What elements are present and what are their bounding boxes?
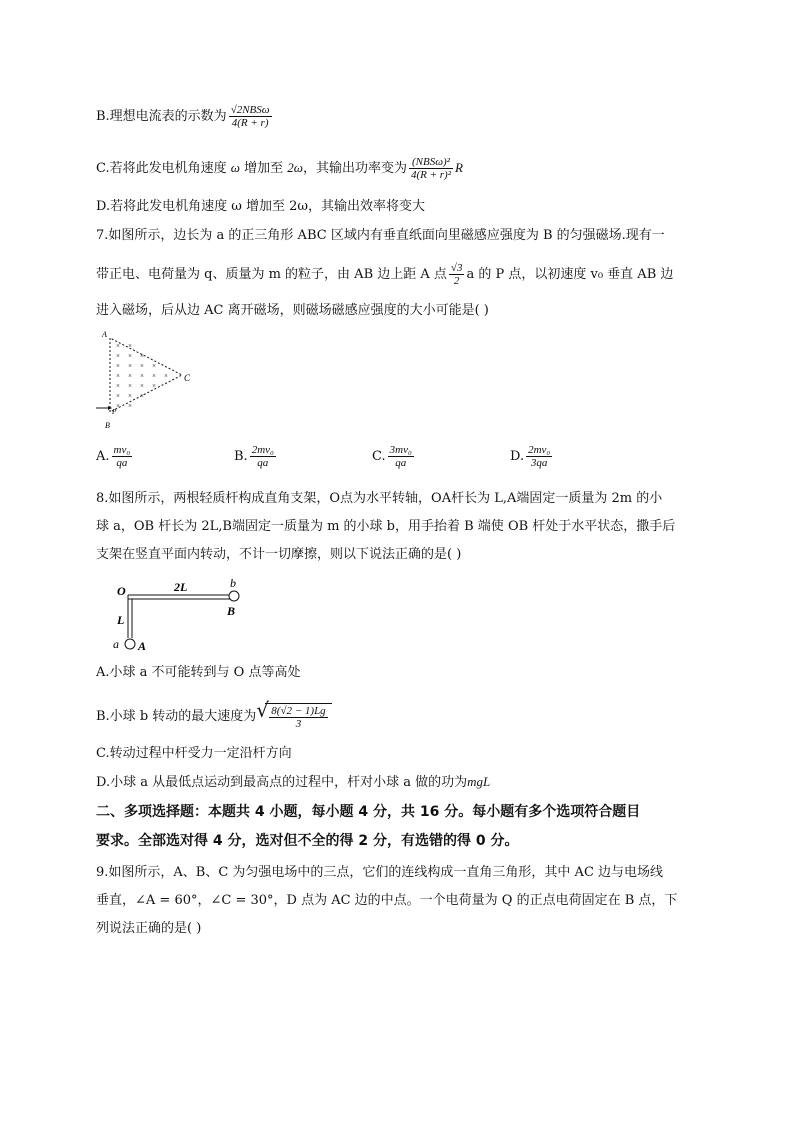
label-a-small: a <box>113 637 119 651</box>
q8-stem-line2: 球 a，OB 杆长为 2L,B端固定一质量为 m 的小球 b，用手抬着 B 端使 OB 杆处于水平状态，撒手后 <box>96 519 676 534</box>
sqrt: √ $\frac{8(√2 - 1)Lg}{3}$ <box>256 703 331 730</box>
q8-option-d: D.小球 a 从最低点运动到最高点的过程中，杆对小球 a 做的功为mgL <box>96 774 491 790</box>
ball-b <box>229 591 239 601</box>
label-a-cap: A <box>138 639 147 653</box>
q9-stem-line3: 列说法正确的是( ) <box>96 921 202 936</box>
field-cross-icon: × <box>140 382 144 390</box>
q6-option-c: C.若将此发电机角速度 ω 增加至 2ω，其输出功率变为 $\frac{\text{(NBSω)²}}{\text{4(R + r)²}}$ R <box>96 156 463 181</box>
field-cross-icon: × <box>116 352 120 360</box>
field-cross-icon: × <box>152 372 156 380</box>
q6-option-b: B.理想电流表的示数为 $\frac{\text{√2NBSω}}{4(R + r)}$ <box>96 104 270 129</box>
field-cross-icon: × <box>128 352 132 360</box>
field-cross-icon: × <box>128 392 132 400</box>
q7-stem-line2: 带正电、电荷量为 q、质量为 m 的粒子，由 AB 边上距 A 点 $\frac{√3}{2}$ a 的 P 点，以初速度 v₀ 垂直 AB 边 <box>96 262 674 287</box>
q8-option-b: B.小球 b 转动的最大速度为 √ $\frac{8(√2 - 1)Lg}{3}$ <box>96 703 332 730</box>
label-b-cap: B <box>227 604 236 618</box>
field-cross-icon: × <box>164 372 168 380</box>
magnetic-field-crosses <box>116 342 168 410</box>
q7-stem-line1: 7.如图所示，边长为 a 的正三角形 ABC 区域内有垂直纸面向里磁感应强度为 B 的匀强磁场.现有一 <box>96 228 665 243</box>
field-cross-icon: × <box>116 342 120 350</box>
section2-heading-line2: 要求。全部选对得 4 分，选对但不全的得 2 分，有选错的得 0 分。 <box>96 833 519 849</box>
field-cross-icon: × <box>116 362 120 370</box>
ball-a <box>125 639 135 649</box>
q8-option-c: C.转动过程中杆受力一定沿杆方向 <box>96 746 292 761</box>
label-o: O <box>117 584 126 598</box>
q7-option-d: D. $\frac{\text{2mv₀}}{3qa}$ <box>510 444 551 469</box>
field-cross-icon: × <box>128 342 132 350</box>
field-cross-icon: × <box>140 392 144 400</box>
field-cross-icon: × <box>140 362 144 370</box>
q9-stem-line2: 垂直，∠A = 60°，∠C = 30°，D 点为 AC 边的中点。一个电荷量为 Q 的正点电荷固定在 B 点，下 <box>96 893 678 908</box>
fraction: $\frac{√3}{2}$ <box>450 262 463 287</box>
q8-stem-line3: 支架在竖直平面内转动，不计一切摩擦，则以下说法正确的是( ) <box>96 547 462 562</box>
q7-option-a: A. $\frac{\text{mv₀}}{qa}$ <box>96 444 131 469</box>
q9-stem-line1: 9.如图所示，A、B、C 为匀强电场中的三点，它们的连线构成一直角三角形，其中 AC 边与电场线 <box>96 865 664 880</box>
field-cross-icon: × <box>152 382 156 390</box>
field-cross-icon: × <box>128 372 132 380</box>
q7-option-b: B. $\frac{\text{2mv₀}}{qa}$ <box>234 444 274 469</box>
q7-figure-triangle-field <box>94 328 198 432</box>
field-cross-icon: × <box>116 382 120 390</box>
q7-option-c: C. $\frac{\text{3mv₀}}{qa}$ <box>372 444 412 469</box>
fraction: $\frac{\text{√2NBSω}}{4(R + r)}$ <box>230 104 270 129</box>
field-cross-icon: × <box>152 362 156 370</box>
label-b: B <box>105 421 110 430</box>
label-b-small: b <box>230 576 236 590</box>
q8-stem-line1: 8.如图所示，两根轻质杆构成直角支架，O点为水平转轴，OA杆长为 L,A端固定一质量为 2m 的小 <box>96 491 663 506</box>
label-l: L <box>117 613 125 627</box>
field-cross-icon: × <box>140 372 144 380</box>
field-cross-icon: × <box>128 382 132 390</box>
q8-option-a: A.小球 a 不可能转到与 O 点等高处 <box>96 665 301 680</box>
field-cross-icon: × <box>116 402 120 410</box>
label-2l: 2L <box>174 580 188 594</box>
label-p: P <box>112 408 117 416</box>
label-c: C <box>184 373 191 383</box>
field-cross-icon: × <box>116 372 120 380</box>
section2-heading-line1: 二、多项选择题：本题共 4 小题，每小题 4 分，共 16 分。每小题有多个选项符合题目 <box>96 804 641 820</box>
q7-stem-line3: 进入磁场，后从边 AC 离开磁场，则磁场磁感应强度的大小可能是( ) <box>96 303 489 318</box>
q8-figure-right-angle-frame <box>108 574 248 656</box>
field-cross-icon: × <box>128 402 132 410</box>
fraction: $\frac{\text{(NBSω)²}}{\text{4(R + r)²}}$ <box>410 156 451 181</box>
field-cross-icon: × <box>116 392 120 400</box>
triangle-abc <box>110 338 182 412</box>
field-cross-icon: × <box>140 352 144 360</box>
label-a: A <box>102 330 107 339</box>
q6-option-d: D.若将此发电机角速度 ω 增加至 2ω，其输出效率将变大 <box>96 199 425 214</box>
field-cross-icon: × <box>128 362 132 370</box>
